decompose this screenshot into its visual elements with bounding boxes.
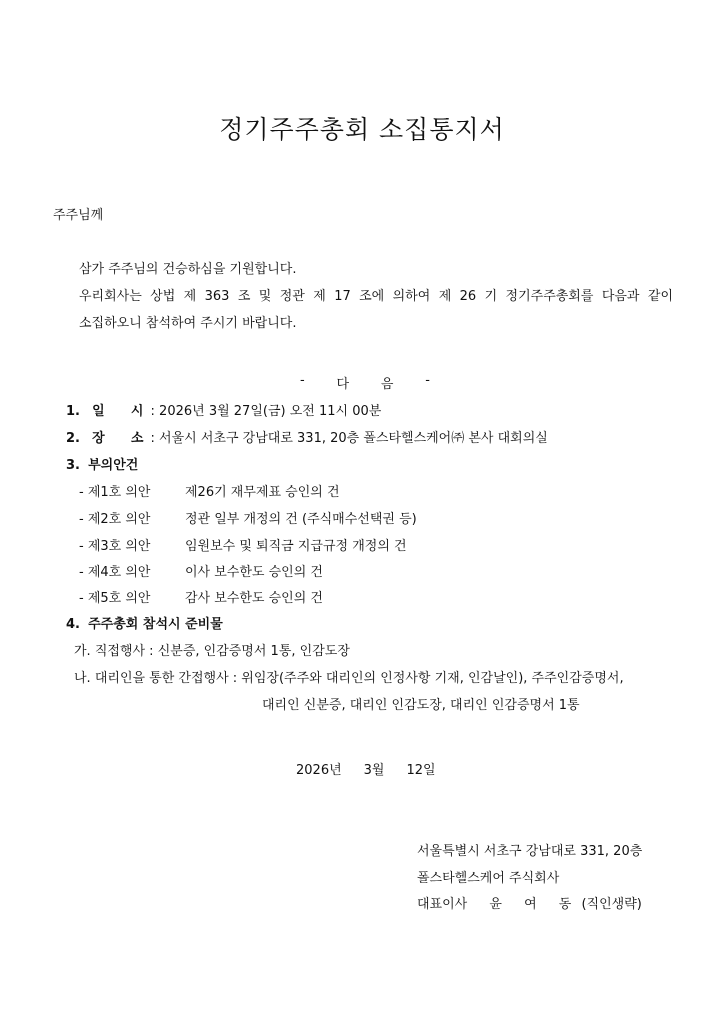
agenda-code: - 제2호 의안 — [79, 512, 151, 527]
agenda-row — [79, 481, 340, 500]
agenda-code: - 제1호 의안 — [79, 485, 151, 500]
item-place-value: : 서울시 서초구 강남대로 331, 20층 폴스타헬스케어㈜ 본사 대회의실 — [150, 431, 548, 446]
item-preparation-label: 주주총회 참석시 준비물 — [88, 617, 223, 632]
notice-date — [296, 759, 436, 778]
item-preparation — [66, 613, 223, 632]
agenda-code: - 제4호 의안 — [79, 565, 151, 580]
item-agenda — [66, 454, 138, 473]
representative-name-char: 윤 — [489, 897, 502, 912]
item-preparation-num: 4. — [66, 617, 80, 632]
agenda-row — [79, 508, 417, 527]
agenda-row — [79, 587, 323, 606]
item-datetime-num: 1. — [66, 404, 80, 419]
item-place-label2: 소 — [130, 431, 144, 446]
paragraph-convocation: 우리회사는 상법 제 363 조 및 정관 제 17 조에 의하여 제 26 기 정기주주총회를 다음과 같이 — [79, 289, 673, 304]
agenda-desc: 이사 보수한도 승인의 건 — [185, 565, 323, 580]
company-address: 서울특별시 서초구 강남대로 331, 20층 — [417, 844, 643, 859]
item-datetime-label2: 시 — [130, 404, 144, 419]
item-agenda-num: 3. — [66, 458, 80, 473]
agenda-code: - 제3호 의안 — [79, 539, 151, 554]
notice-char-2: 음 — [380, 377, 394, 392]
item-place-num: 2. — [66, 431, 80, 446]
notice-dash-right: - — [425, 373, 430, 388]
item-agenda-label: 부의안건 — [88, 458, 139, 473]
representative-name-char: 여 — [524, 897, 537, 912]
preparation-indirect-line1: 나. 대리인을 통한 간접행사 : 위임장(주주와 대리인의 인정사항 기재, 인감날인), 주주인감증명서, — [74, 671, 624, 686]
preparation-indirect-line2: 대리인 신분증, 대리인 인감도장, 대리인 인감증명서 1통 — [262, 698, 580, 713]
agenda-row — [79, 561, 323, 580]
greeting: 주주님께 — [53, 208, 104, 223]
item-datetime-value: : 2026년 3월 27일(금) 오전 11시 00분 — [150, 404, 382, 419]
notice-char-1: 다 — [336, 377, 350, 392]
notice-dash-left: - — [300, 373, 305, 388]
item-datetime-label1: 일 — [92, 404, 105, 419]
notice-marker — [300, 373, 430, 392]
paragraph-attendance: 소집하오니 참석하여 주시기 바랍니다. — [79, 316, 297, 331]
paragraph-wish: 삼가 주주님의 건승하심을 기원합니다. — [79, 262, 297, 277]
company-name: 폴스타헬스케어 주식회사 — [417, 871, 560, 886]
agenda-desc: 감사 보수한도 승인의 건 — [185, 591, 323, 606]
agenda-row — [79, 535, 407, 554]
item-datetime — [66, 400, 381, 419]
preparation-direct: 가. 직접행사 : 신분증, 인감증명서 1통, 인감도장 — [74, 644, 350, 659]
item-place-label1: 장 — [92, 431, 105, 446]
date-day: 12일 — [406, 763, 436, 778]
representative-line — [417, 893, 642, 912]
agenda-desc: 제26기 재무제표 승인의 건 — [185, 485, 340, 500]
seal-note: (직인생략) — [581, 897, 642, 912]
representative-name-char: 동 — [558, 897, 572, 912]
document-title: 정기주주총회 소집통지서 — [219, 115, 505, 144]
date-year: 2026년 — [296, 763, 342, 778]
agenda-code: - 제5호 의안 — [79, 591, 151, 606]
representative-title: 대표이사 — [417, 897, 468, 912]
agenda-desc: 임원보수 및 퇴직금 지급규정 개정의 건 — [185, 539, 407, 554]
agenda-desc: 정관 일부 개정의 건 (주식매수선택권 등) — [185, 512, 417, 527]
item-place — [66, 427, 548, 446]
date-month: 3월 — [363, 763, 385, 778]
